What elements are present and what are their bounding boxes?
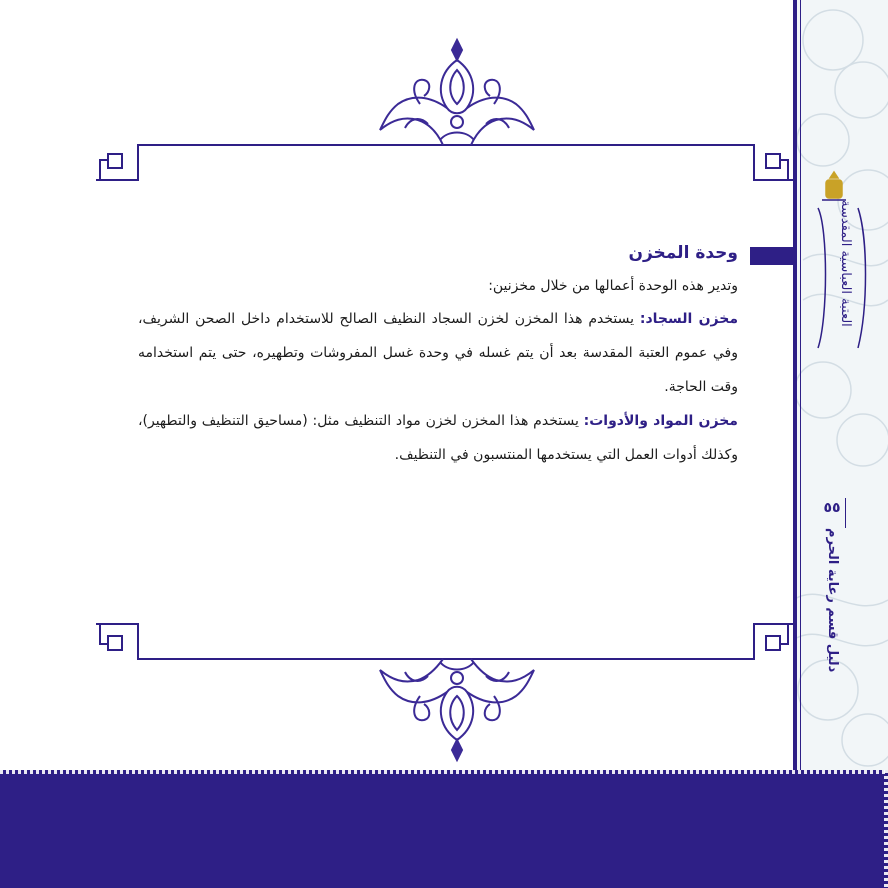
running-title: دليل قسم رعاية الحرم <box>825 528 840 673</box>
bottom-ornament-icon <box>380 659 534 760</box>
page-number: ٥٥ <box>823 500 841 516</box>
list-item <box>138 302 738 404</box>
bottom-band <box>0 770 888 888</box>
dotted-edge-right <box>884 770 888 888</box>
section-content <box>138 238 738 472</box>
item-text: يستخدم هذا المخزن لخزن مواد التنظيف مثل: (مساحيق التنظيف والتطهير)، وكذلك أدوات العمل التي يستخدمها المنتسبون في التنظيف. <box>138 413 738 463</box>
dotted-edge <box>0 770 888 774</box>
section-title: وحدة المخزن <box>628 243 738 263</box>
item-text: يستخدم هذا المخزن لخزن السجاد النظيف الصالح للاستخدام داخل الصحن الشريف، وفي عموم العتبة المقدسة بعد أن يتم غسله في وحدة غسل المفروشات وتطهيره، حتى يتم استخدامه وقت الحاجة. <box>138 311 738 395</box>
heading-accent-bar <box>750 247 793 265</box>
logo-text: العتبة العباسية المقدسة <box>838 200 853 327</box>
side-pattern <box>793 0 888 770</box>
top-ornament-icon <box>380 40 534 145</box>
item-label: مخزن المواد والأدوات: <box>583 413 738 429</box>
side-border <box>793 0 797 770</box>
page-number-divider <box>845 498 846 528</box>
item-label: مخزن السجاد: <box>639 311 738 327</box>
side-border-inner <box>800 0 801 770</box>
list-item <box>138 404 738 472</box>
section-intro: وتدير هذه الوحدة أعمالها من خلال مخزنين: <box>488 278 738 294</box>
